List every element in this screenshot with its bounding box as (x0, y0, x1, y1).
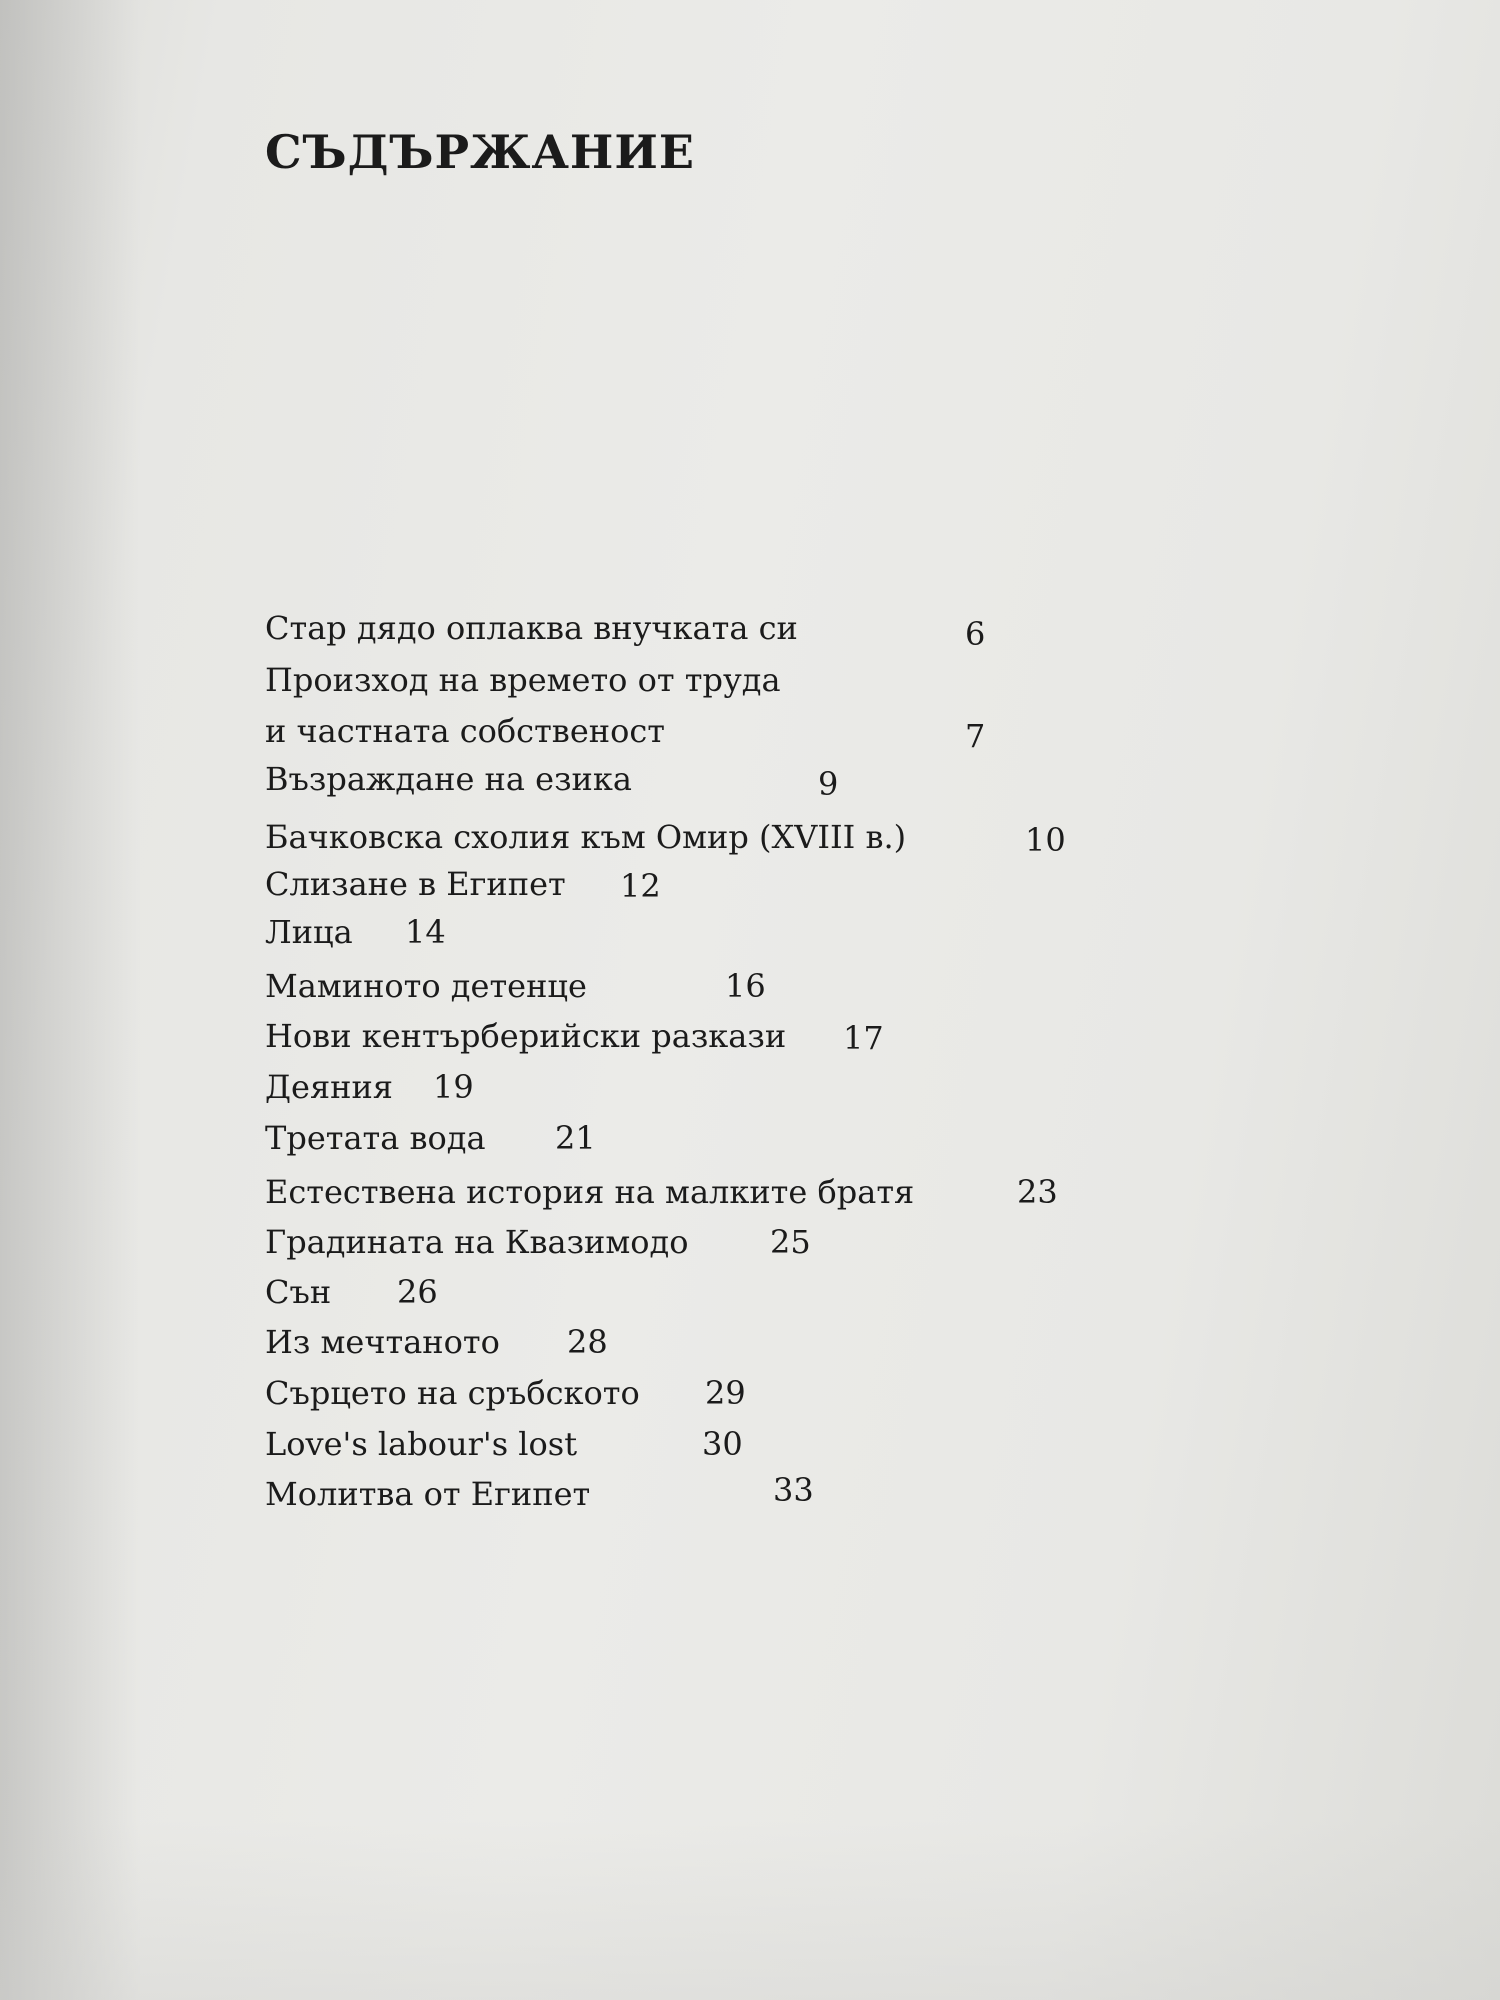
toc-entry-title: и частната собственост (265, 712, 665, 750)
toc-entry-page: 10 (1025, 821, 1066, 859)
toc-entry-title: Из мечтаното (265, 1323, 500, 1361)
toc-entry-page: 14 (405, 913, 446, 951)
toc-entry-page: 9 (818, 765, 839, 803)
toc-entry-title: Възраждане на езика (265, 760, 632, 798)
toc-entry-page: 28 (567, 1323, 608, 1361)
toc-entry-title: Градината на Квазимодо (265, 1223, 689, 1261)
toc-entry-title: Love's labour's lost (265, 1425, 578, 1463)
toc-entry-page: 17 (843, 1019, 884, 1057)
toc-entry-page: 16 (725, 967, 766, 1005)
toc-entry-title: Произход на времето от труда (265, 661, 781, 699)
toc-entry-page: 25 (770, 1223, 811, 1261)
toc-entry-page: 6 (965, 615, 986, 653)
toc-entry-page: 19 (433, 1068, 474, 1106)
toc-entry-page: 29 (705, 1374, 746, 1412)
toc-entry-title: Лица (265, 913, 353, 951)
toc-entry-title: Сън (265, 1273, 332, 1311)
toc-entry-title: Стар дядо оплаква внучката си (265, 609, 798, 647)
toc-entry-page: 12 (620, 867, 661, 905)
toc-entry-title: Молитва от Египет (265, 1475, 591, 1513)
toc-entry-title: Бачковска схолия към Омир (XVIII в.) (265, 818, 907, 856)
toc-entry-page: 21 (555, 1119, 596, 1157)
toc-entry-page: 33 (773, 1471, 814, 1509)
toc-entry-page: 23 (1017, 1173, 1058, 1211)
page-title: СЪДЪРЖАНИЕ (265, 125, 695, 179)
toc-entry-title: Третата вода (265, 1119, 486, 1157)
toc-entry-page: 30 (702, 1425, 743, 1463)
toc-entry-page: 26 (397, 1273, 438, 1311)
toc-entry-title: Деяния (265, 1068, 393, 1106)
toc-entry-title: Сърцето на сръбското (265, 1374, 640, 1412)
toc-entry-page: 7 (965, 717, 986, 755)
toc-entry-title: Маминото детенце (265, 967, 587, 1005)
toc-entry-title: Нови кентърберийски разкази (265, 1017, 787, 1055)
toc-entry-title: Слизане в Египет (265, 865, 566, 903)
toc-entry-title: Естествена история на малките братя (265, 1173, 915, 1211)
